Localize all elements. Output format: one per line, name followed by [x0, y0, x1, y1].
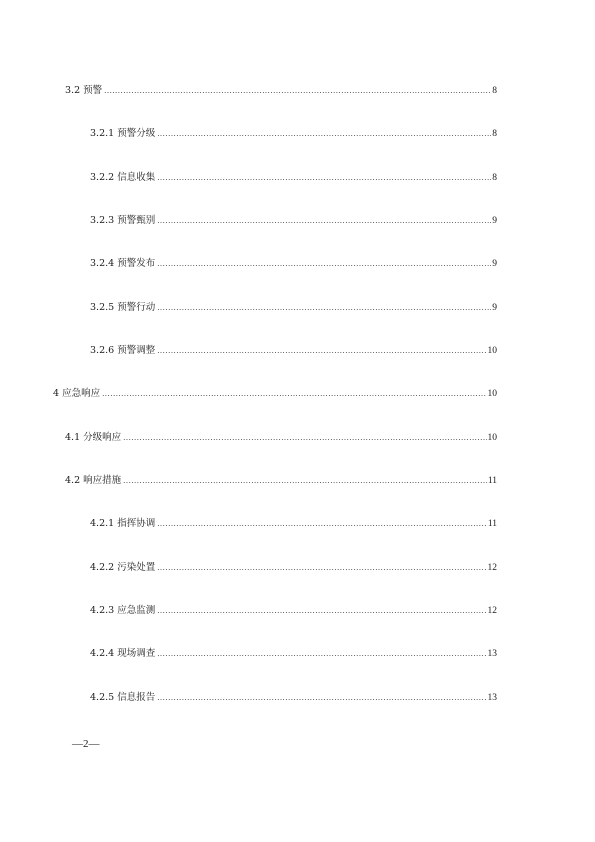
toc-entry-page: 10: [487, 389, 497, 399]
toc-entry[interactable]: [53, 387, 497, 401]
toc-entry-title: 4.2.3 应急监测: [90, 605, 156, 616]
toc-leader-dots: [157, 171, 491, 185]
toc-leader-dots: [104, 84, 491, 98]
toc-entry-title: 3.2.1 预警分级: [90, 128, 156, 139]
toc-entry-page: 9: [492, 303, 497, 313]
toc-entry[interactable]: [90, 127, 497, 141]
toc-leader-dots: [157, 257, 491, 271]
toc-entry-title: 4.2.5 信息报告: [90, 692, 156, 703]
toc-entry[interactable]: [65, 84, 497, 98]
toc-entry-page: 9: [492, 216, 497, 226]
toc-leader-dots: [157, 691, 486, 705]
toc-entry-page: 8: [492, 129, 497, 139]
toc-entry[interactable]: [90, 257, 497, 271]
toc-entry[interactable]: [90, 691, 497, 705]
toc-entry-page: 8: [492, 86, 497, 96]
toc-entry-title: 3.2.6 预警调整: [90, 345, 156, 356]
toc-leader-dots: [157, 214, 491, 228]
toc-entry-page: 10: [487, 433, 497, 443]
toc-entry-page: 9: [492, 259, 497, 269]
toc-leader-dots: [102, 387, 486, 401]
toc-entry[interactable]: [90, 517, 497, 531]
toc-leader-dots: [157, 127, 491, 141]
toc-entry-title: 3.2.4 预警发布: [90, 258, 156, 269]
toc-entry[interactable]: [90, 561, 497, 575]
toc-entry-page: 13: [487, 693, 497, 703]
toc-entry-title: 4.2.1 指挥协调: [90, 518, 156, 529]
toc-leader-dots: [157, 561, 486, 575]
toc-entry[interactable]: [90, 214, 497, 228]
toc-entry-title: 4.1 分级响应: [65, 432, 122, 443]
toc-entry-title: 3.2 预警: [65, 85, 103, 96]
toc-leader-dots: [157, 344, 486, 358]
toc-leader-dots: [157, 301, 491, 315]
toc-entry-title: 3.2.5 预警行动: [90, 302, 156, 313]
toc-leader-dots: [123, 431, 486, 445]
toc-entry[interactable]: [65, 474, 497, 488]
toc-entry[interactable]: [90, 171, 497, 185]
page-number-footer: —2—: [72, 738, 100, 750]
toc-entry-title: 3.2.2 信息收集: [90, 172, 156, 183]
toc-entry-title: 4.2 响应措施: [65, 475, 122, 486]
toc-entry-page: 8: [492, 173, 497, 183]
toc-leader-dots: [157, 647, 486, 661]
toc-entry-title: 3.2.3 预警甄别: [90, 215, 156, 226]
toc-entry-page: 11: [487, 519, 497, 529]
toc-entry-page: 11: [487, 476, 497, 486]
toc-entry[interactable]: [90, 344, 497, 358]
toc-leader-dots: [157, 604, 486, 618]
toc-entry-page: 13: [487, 649, 497, 659]
toc-leader-dots: [157, 517, 487, 531]
toc-entry-page: 12: [487, 606, 497, 616]
toc-entry-title: 4 应急响应: [53, 388, 101, 399]
toc-entry[interactable]: [65, 431, 497, 445]
toc-entry-title: 4.2.2 污染处置: [90, 562, 156, 573]
toc-entry[interactable]: [90, 604, 497, 618]
toc-entry[interactable]: [90, 647, 497, 661]
toc-leader-dots: [123, 474, 487, 488]
toc-entry-page: 10: [487, 346, 497, 356]
toc-entry[interactable]: [90, 301, 497, 315]
toc-entry-title: 4.2.4 现场调查: [90, 648, 156, 659]
toc-entry-page: 12: [487, 563, 497, 573]
